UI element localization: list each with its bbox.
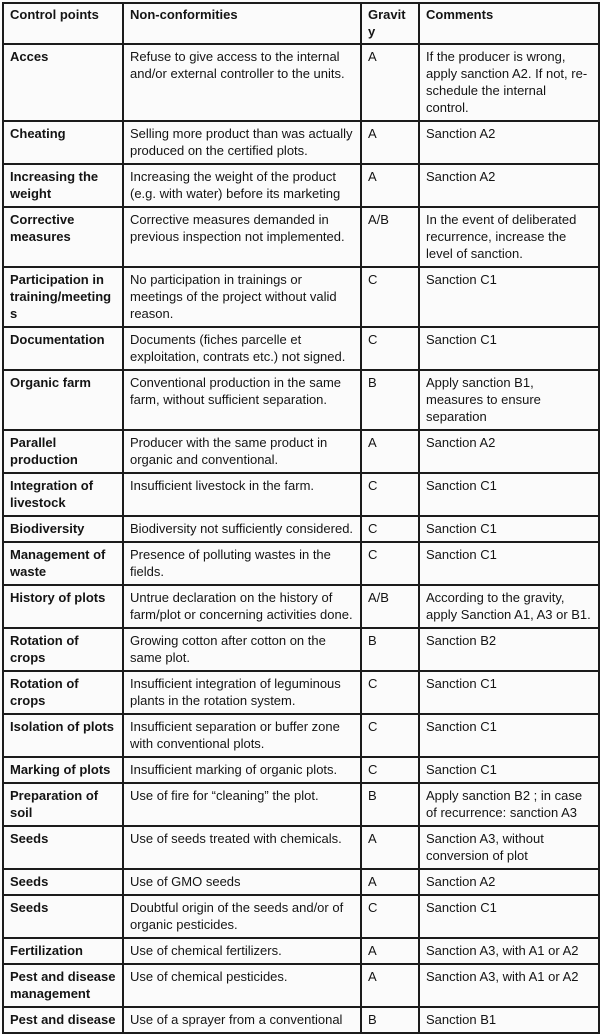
non-conformity-cell: No participation in trainings or meetings of the project without valid reason. xyxy=(123,267,361,327)
control-point-cell: Increasing the weight xyxy=(3,164,123,207)
non-conformity-cell: Corrective measures demanded in previous inspection not implemented. xyxy=(123,207,361,267)
comment-cell: Sanction C1 xyxy=(419,327,599,370)
gravity-cell: C xyxy=(361,757,419,783)
table-row xyxy=(3,671,599,714)
control-point-cell: Documentation xyxy=(3,327,123,370)
gravity-cell: A xyxy=(361,121,419,164)
control-point-cell: Isolation of plots xyxy=(3,714,123,757)
comment-cell: Sanction C1 xyxy=(419,473,599,516)
table-row xyxy=(3,895,599,938)
gravity-cell: C xyxy=(361,671,419,714)
non-conformity-cell: Untrue declaration on the history of farm/plot or concerning activities done. xyxy=(123,585,361,628)
control-point-cell: Cheating xyxy=(3,121,123,164)
table-row xyxy=(3,869,599,895)
non-conformity-cell: Presence of polluting wastes in the fields. xyxy=(123,542,361,585)
comment-cell: Sanction A2 xyxy=(419,164,599,207)
table-row xyxy=(3,585,599,628)
gravity-cell: C xyxy=(361,542,419,585)
control-point-cell: Fertilization xyxy=(3,938,123,964)
non-conformity-cell: Insufficient livestock in the farm. xyxy=(123,473,361,516)
gravity-cell: A/B xyxy=(361,207,419,267)
comment-cell: According to the gravity, apply Sanction A1, A3 or B1. xyxy=(419,585,599,628)
gravity-cell: B xyxy=(361,370,419,430)
header-comments: Comments xyxy=(419,3,599,44)
gravity-cell: C xyxy=(361,714,419,757)
control-point-cell: Management of waste xyxy=(3,542,123,585)
control-point-cell: Integration of livestock xyxy=(3,473,123,516)
gravity-cell: C xyxy=(361,327,419,370)
table-header xyxy=(3,3,599,44)
gravity-cell: A xyxy=(361,938,419,964)
comment-cell: Sanction C1 xyxy=(419,895,599,938)
non-conformity-cell: Use of a sprayer from a conventional xyxy=(123,1007,361,1033)
table-row xyxy=(3,516,599,542)
gravity-cell: A xyxy=(361,869,419,895)
control-point-cell: History of plots xyxy=(3,585,123,628)
non-conformity-cell: Use of chemical pesticides. xyxy=(123,964,361,1007)
comment-cell: Apply sanction B1, measures to ensure separation xyxy=(419,370,599,430)
control-point-cell: Seeds xyxy=(3,869,123,895)
non-conformity-cell: Selling more product than was actually produced on the certified plots. xyxy=(123,121,361,164)
control-point-cell: Seeds xyxy=(3,895,123,938)
header-gravity: Gravity xyxy=(361,3,419,44)
comment-cell: Sanction C1 xyxy=(419,671,599,714)
table-row xyxy=(3,430,599,473)
control-point-cell: Marking of plots xyxy=(3,757,123,783)
comment-cell: Sanction A3, without conversion of plot xyxy=(419,826,599,869)
comment-cell: Sanction A2 xyxy=(419,121,599,164)
comment-cell: Sanction B2 xyxy=(419,628,599,671)
control-point-cell: Pest and disease xyxy=(3,1007,123,1033)
control-point-cell: Rotation of crops xyxy=(3,671,123,714)
gravity-cell: B xyxy=(361,1007,419,1033)
control-point-cell: Biodiversity xyxy=(3,516,123,542)
table-row xyxy=(3,964,599,1007)
table-row xyxy=(3,267,599,327)
table-row xyxy=(3,44,599,121)
table-row xyxy=(3,826,599,869)
table-row xyxy=(3,121,599,164)
table-row xyxy=(3,542,599,585)
table-row xyxy=(3,327,599,370)
non-conformity-cell: Increasing the weight of the product (e.g. with water) before its marketing xyxy=(123,164,361,207)
control-point-cell: Corrective measures xyxy=(3,207,123,267)
non-conformity-cell: Insufficient marking of organic plots. xyxy=(123,757,361,783)
gravity-cell: C xyxy=(361,473,419,516)
gravity-cell: C xyxy=(361,267,419,327)
non-conformity-cell: Documents (fiches parcelle et exploitation, contrats etc.) not signed. xyxy=(123,327,361,370)
comment-cell: In the event of deliberated recurrence, increase the level of sanction. xyxy=(419,207,599,267)
control-point-cell: Pest and disease management xyxy=(3,964,123,1007)
table-row xyxy=(3,207,599,267)
table-row xyxy=(3,473,599,516)
non-conformity-cell: Refuse to give access to the internal and/or external controller to the units. xyxy=(123,44,361,121)
control-point-cell: Participation in training/meetings xyxy=(3,267,123,327)
non-conformity-cell: Biodiversity not sufficiently considered. xyxy=(123,516,361,542)
gravity-cell: C xyxy=(361,516,419,542)
non-conformity-cell: Use of seeds treated with chemicals. xyxy=(123,826,361,869)
comment-cell: If the producer is wrong, apply sanction A2. If not, re-schedule the internal control. xyxy=(419,44,599,121)
table-row xyxy=(3,370,599,430)
comment-cell: Sanction A2 xyxy=(419,430,599,473)
control-point-cell: Rotation of crops xyxy=(3,628,123,671)
non-conformity-cell: Use of chemical fertilizers. xyxy=(123,938,361,964)
table-body xyxy=(3,44,599,1033)
control-point-cell: Acces xyxy=(3,44,123,121)
control-point-cell: Organic farm xyxy=(3,370,123,430)
comment-cell: Apply sanction B2 ; in case of recurrence: sanction A3 xyxy=(419,783,599,826)
table-row xyxy=(3,164,599,207)
header-row xyxy=(3,3,599,44)
comment-cell: Sanction A2 xyxy=(419,869,599,895)
non-conformity-cell: Conventional production in the same farm, without sufficient separation. xyxy=(123,370,361,430)
control-points-table xyxy=(2,2,600,1034)
table-row xyxy=(3,938,599,964)
non-conformity-cell: Use of GMO seeds xyxy=(123,869,361,895)
gravity-cell: C xyxy=(361,895,419,938)
table-row xyxy=(3,1007,599,1033)
comment-cell: Sanction B1 xyxy=(419,1007,599,1033)
comment-cell: Sanction C1 xyxy=(419,714,599,757)
control-point-cell: Parallel production xyxy=(3,430,123,473)
non-conformity-cell: Insufficient separation or buffer zone with conventional plots. xyxy=(123,714,361,757)
gravity-cell: A xyxy=(361,964,419,1007)
gravity-cell: A xyxy=(361,430,419,473)
gravity-cell: A xyxy=(361,826,419,869)
comment-cell: Sanction A3, with A1 or A2 xyxy=(419,964,599,1007)
table-row xyxy=(3,714,599,757)
comment-cell: Sanction C1 xyxy=(419,516,599,542)
header-control-points: Control points xyxy=(3,3,123,44)
gravity-cell: A xyxy=(361,164,419,207)
gravity-cell: B xyxy=(361,783,419,826)
non-conformity-cell: Use of fire for “cleaning” the plot. xyxy=(123,783,361,826)
table-row xyxy=(3,628,599,671)
comment-cell: Sanction C1 xyxy=(419,267,599,327)
non-conformity-cell: Insufficient integration of leguminous plants in the rotation system. xyxy=(123,671,361,714)
non-conformity-cell: Growing cotton after cotton on the same plot. xyxy=(123,628,361,671)
non-conformity-cell: Doubtful origin of the seeds and/or of organic pesticides. xyxy=(123,895,361,938)
gravity-cell: B xyxy=(361,628,419,671)
control-point-cell: Preparation of soil xyxy=(3,783,123,826)
comment-cell: Sanction A3, with A1 or A2 xyxy=(419,938,599,964)
control-point-cell: Seeds xyxy=(3,826,123,869)
header-non-conformities: Non-conformities xyxy=(123,3,361,44)
comment-cell: Sanction C1 xyxy=(419,757,599,783)
table-row xyxy=(3,757,599,783)
non-conformity-cell: Producer with the same product in organic and conventional. xyxy=(123,430,361,473)
gravity-cell: A/B xyxy=(361,585,419,628)
gravity-cell: A xyxy=(361,44,419,121)
table-row xyxy=(3,783,599,826)
comment-cell: Sanction C1 xyxy=(419,542,599,585)
